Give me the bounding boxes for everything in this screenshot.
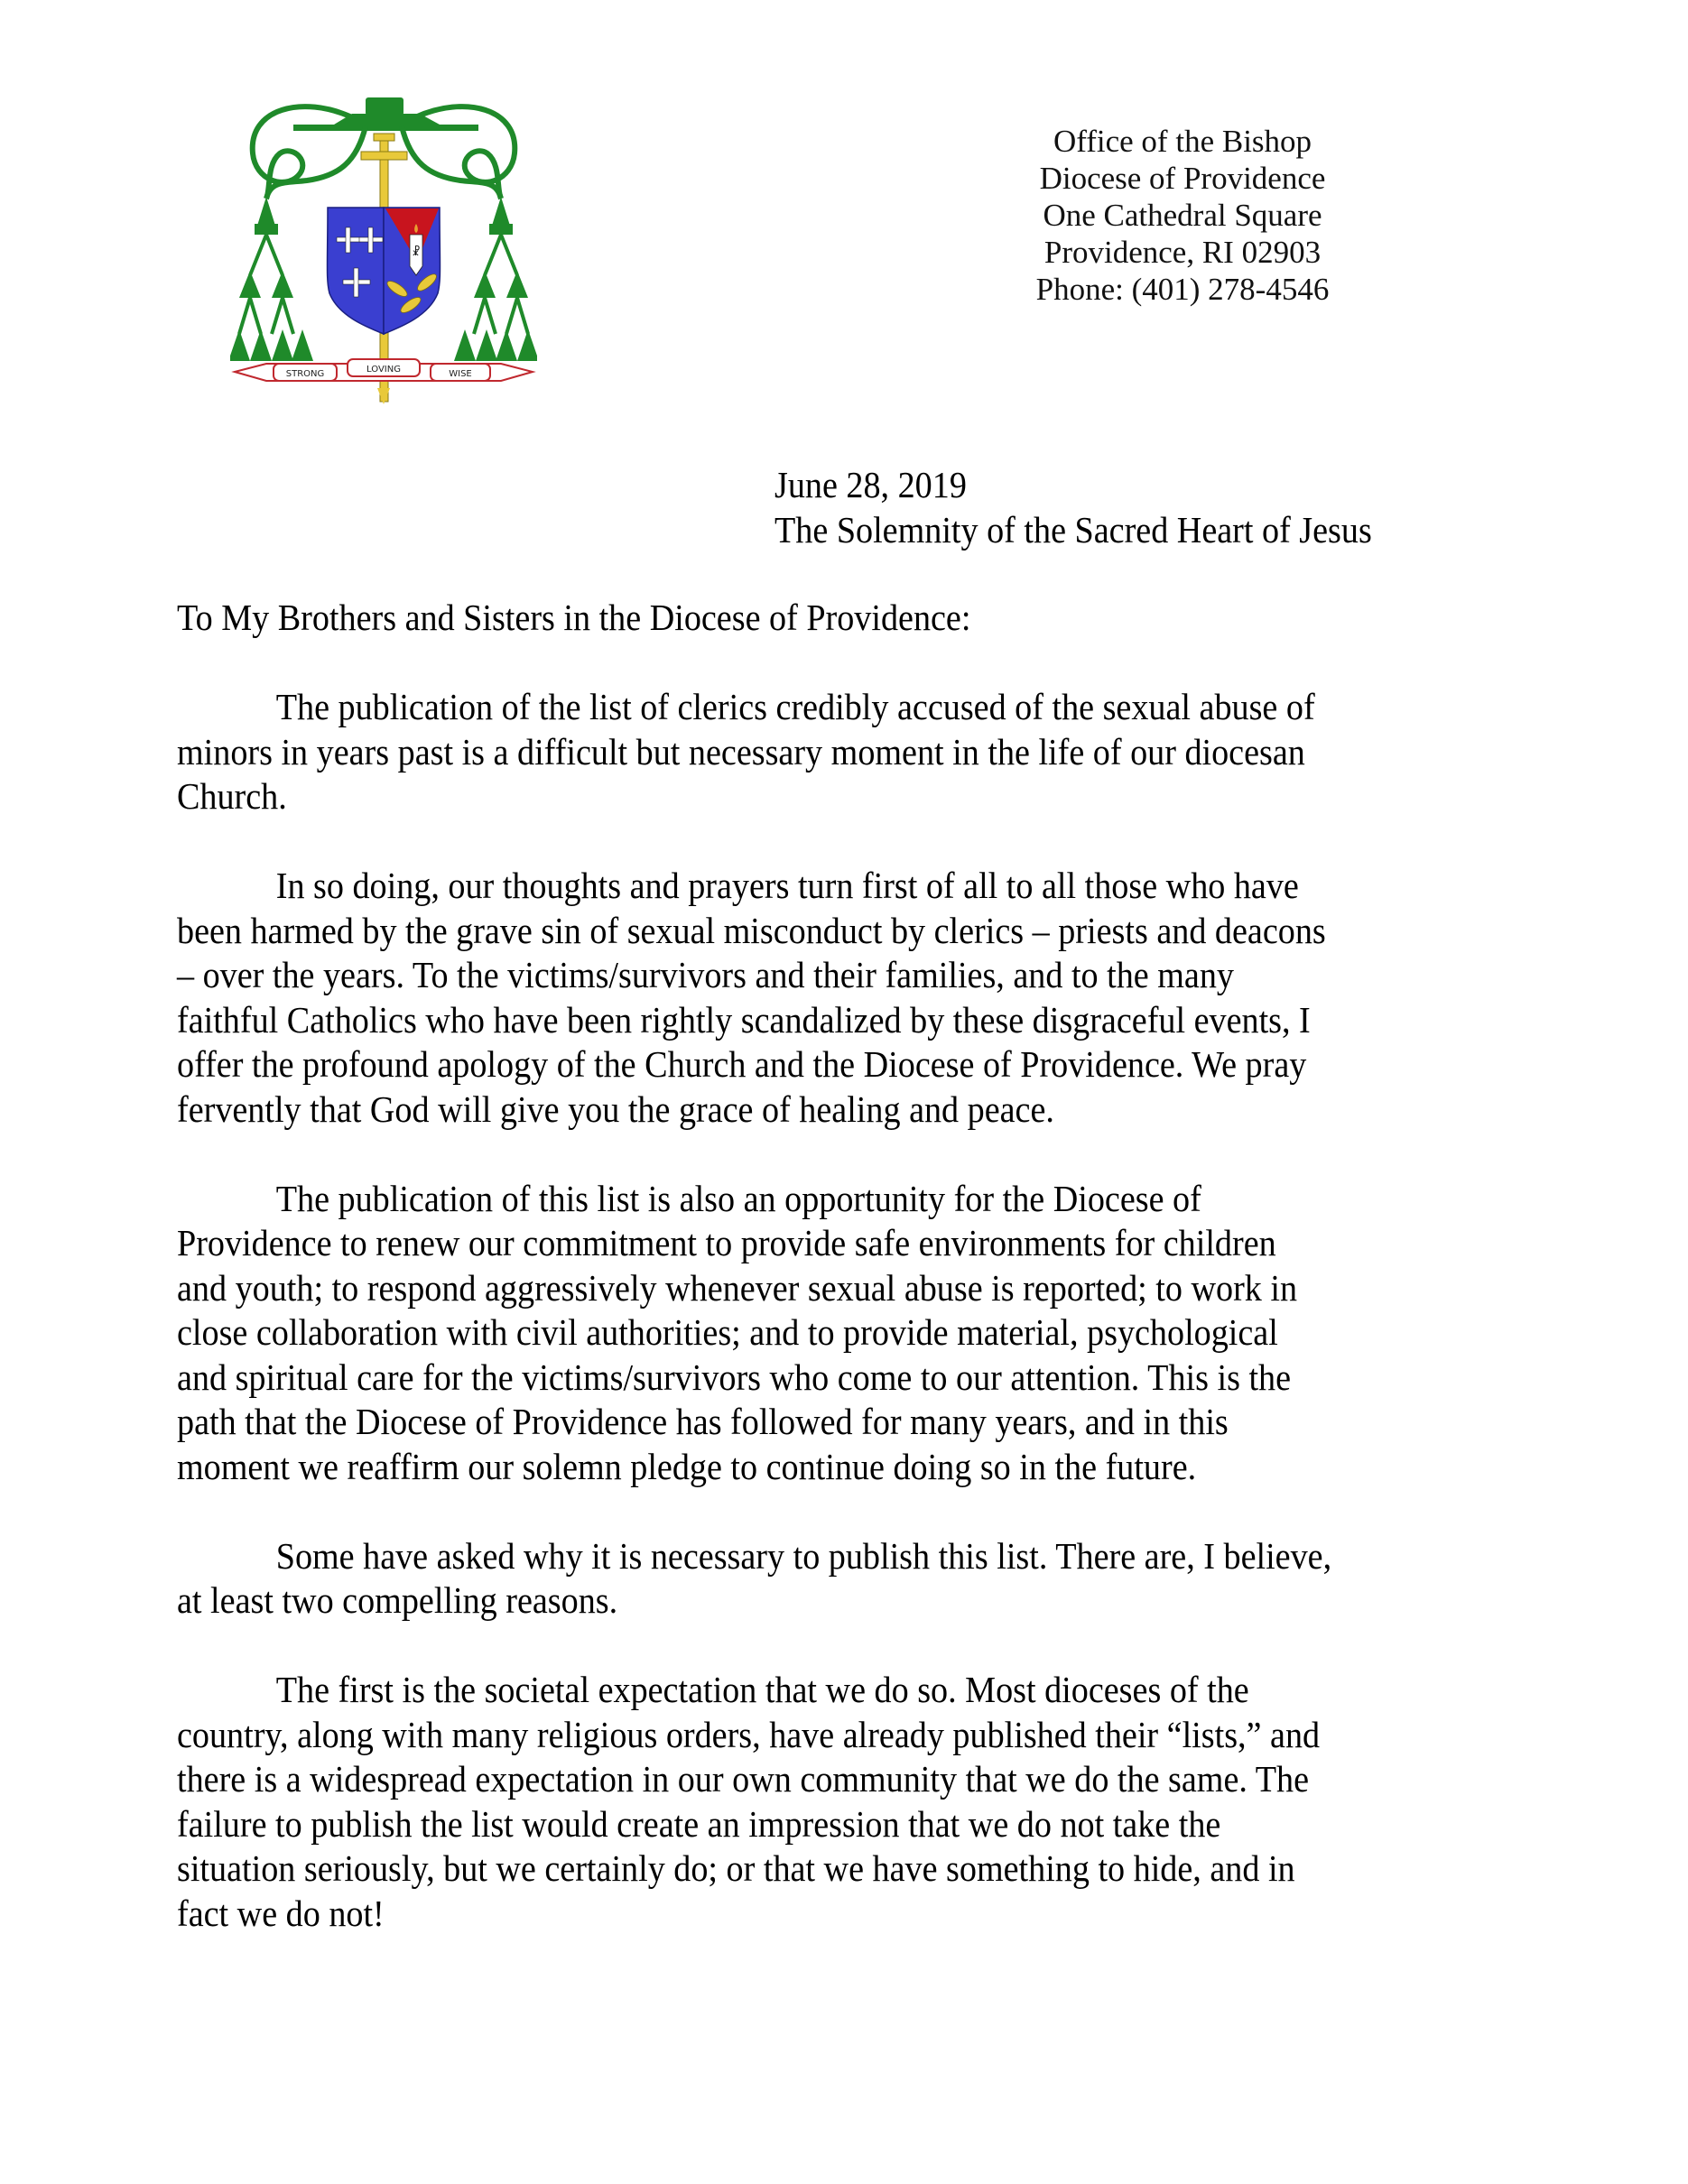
svg-text:☧: ☧ bbox=[412, 245, 421, 258]
paragraph-line: The publication of this list is also an opportunity for the Diocese of bbox=[275, 1177, 1201, 1219]
coat-of-arms-icon bbox=[230, 90, 537, 406]
motto-strong: STRONG bbox=[285, 369, 325, 379]
paragraph-line: minors in years past is a difficult but necessary moment in the life of our diocesan bbox=[177, 730, 1305, 773]
paragraph-line: and youth; to respond aggressively whenever sexual abuse is reported; to work in bbox=[177, 1266, 1298, 1309]
paragraph-line: country, along with many religious orders, have already published their “lists,” and bbox=[177, 1713, 1321, 1755]
paragraph-line: The first is the societal expectation that we do so. Most dioceses of the bbox=[275, 1669, 1249, 1710]
paragraph bbox=[177, 685, 1395, 819]
letter-date: June 28, 2019 bbox=[774, 464, 967, 505]
paragraph-line: offer the profound apology of the Church and the Diocese of Providence. We pray bbox=[177, 1043, 1307, 1085]
paragraph-line: faithful Catholics who have been rightly scandalized by these disgraceful events, I bbox=[177, 998, 1311, 1041]
paragraph-line: been harmed by the grave sin of sexual misconduct by clerics – priests and deacons bbox=[177, 909, 1326, 951]
paragraph-line: The publication of the list of clerics credibly accused of the sexual abuse of bbox=[275, 686, 1315, 727]
paragraph-line: path that the Diocese of Providence has followed for many years, and in this bbox=[177, 1401, 1229, 1442]
paragraph-line: situation seriously, but we certainly do; or that we have something to hide, and in bbox=[177, 1847, 1295, 1889]
paragraph-line: there is a widespread expectation in our own community that we do the same. The bbox=[177, 1758, 1310, 1800]
feast-day: The Solemnity of the Sacred Heart of Jesus bbox=[774, 509, 1372, 551]
letterhead-phone: Phone: (401) 278-4546 bbox=[1035, 272, 1330, 307]
paragraph-line: close collaboration with civil authorities; and to provide material, psychological bbox=[177, 1311, 1278, 1353]
paragraph-line: moment we reaffirm our solemn pledge to continue doing so in the future. bbox=[177, 1445, 1197, 1487]
paragraph-line: fact we do not! bbox=[177, 1892, 385, 1934]
paragraph bbox=[177, 864, 1395, 1132]
letterhead-diocese: Diocese of Providence bbox=[1039, 161, 1326, 196]
paragraph-line: Providence to renew our commitment to provide safe environments for children bbox=[177, 1222, 1276, 1263]
letterhead-city: Providence, RI 02903 bbox=[1043, 235, 1322, 270]
salutation: To My Brothers and Sisters in the Diocese of Providence: bbox=[177, 597, 971, 638]
galero-hat-icon bbox=[293, 97, 478, 131]
paragraph-line: – over the years. To the victims/survivors and their families, and to the many bbox=[177, 954, 1234, 995]
paragraph-line: Some have asked why it is necessary to publish this list. There are, I believe, bbox=[275, 1534, 1332, 1577]
letterhead-address bbox=[957, 123, 1408, 308]
paragraph bbox=[177, 1177, 1395, 1490]
motto-scroll bbox=[235, 359, 533, 381]
motto-wise: WISE bbox=[449, 369, 472, 379]
left-tassels-icon bbox=[230, 197, 313, 361]
paragraph-line: fervently that God will give you the grace of healing and peace. bbox=[177, 1087, 1054, 1130]
paragraph-line: failure to publish the list would create an impression that we do not take the bbox=[177, 1802, 1221, 1845]
paragraph-line: and spiritual care for the victims/survivors who come to our attention. This is the bbox=[177, 1356, 1292, 1398]
paragraph-line: at least two compelling reasons. bbox=[177, 1579, 618, 1621]
paragraph bbox=[177, 1668, 1395, 1936]
paragraph-line: In so doing, our thoughts and prayers turn first of all to all those who have bbox=[275, 865, 1299, 906]
paragraph bbox=[177, 1534, 1395, 1624]
letter-body bbox=[177, 596, 1395, 1936]
letterhead-office: Office of the Bishop bbox=[1053, 124, 1312, 159]
letterhead-street: One Cathedral Square bbox=[1043, 198, 1322, 233]
right-tassels-icon bbox=[454, 197, 537, 361]
shield-icon bbox=[328, 208, 441, 334]
motto-loving: LOVING bbox=[366, 365, 401, 375]
date-block bbox=[774, 462, 1372, 552]
paragraph-line: Church. bbox=[177, 775, 287, 817]
